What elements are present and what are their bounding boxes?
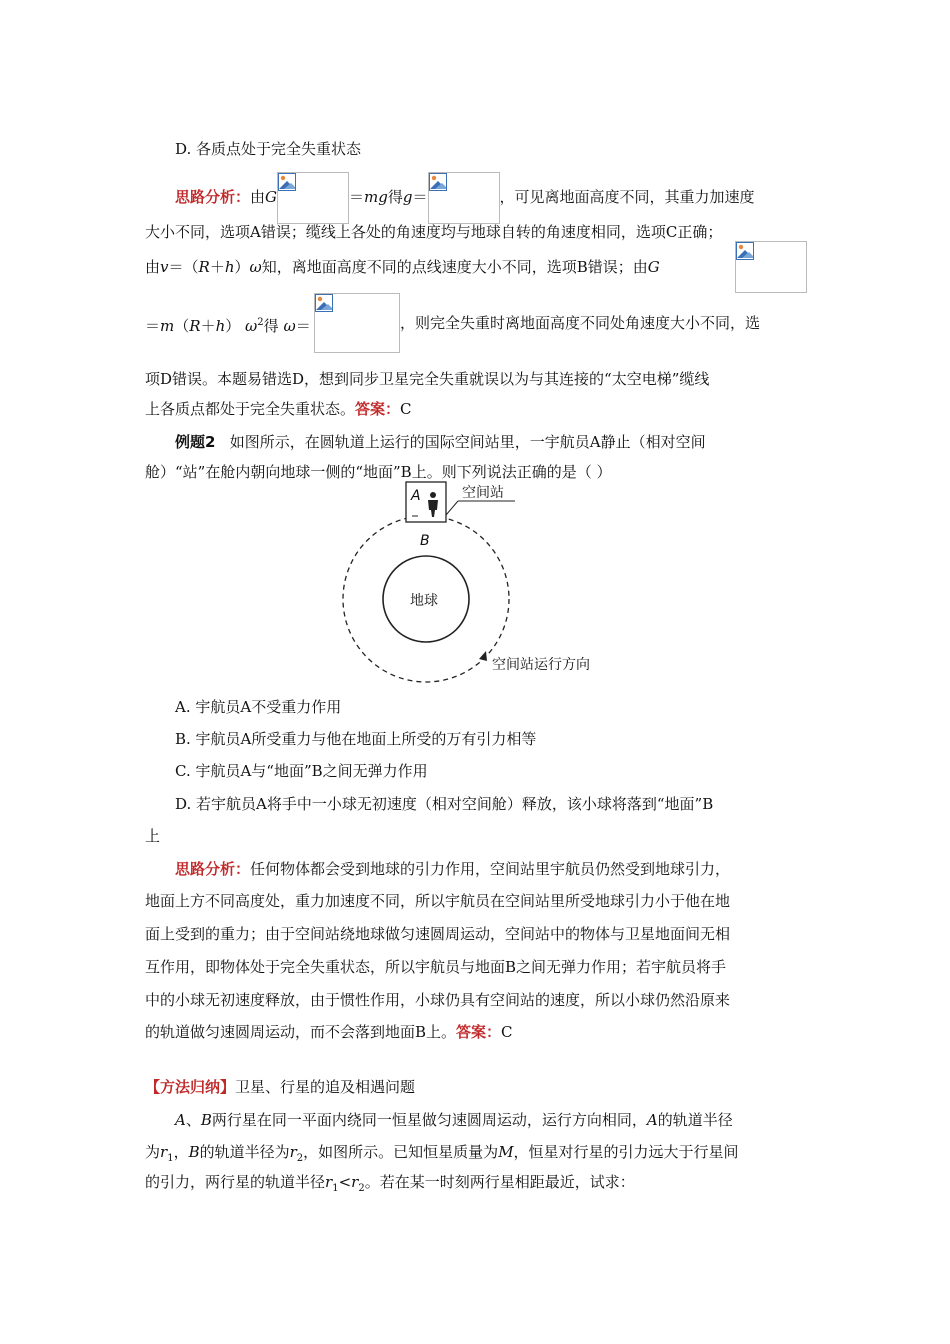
station-label: 空间站 bbox=[462, 485, 504, 501]
analysis1-line4-tail: ，则完全失重时离地面高度不同处角速度大小不同，选 bbox=[400, 314, 761, 332]
formula-image bbox=[314, 293, 400, 353]
analysis2-line1: 思路分析：任何物体都会受到地球的引力作用，空间站里宇航员仍然受到地球引力， bbox=[175, 860, 731, 878]
method-label: 【方法归纳】 bbox=[145, 1078, 236, 1096]
analysis1-line1: 思路分析：由G ＝mg得g＝ ，可见离地面高度不同，其重力加速度 bbox=[175, 172, 755, 224]
analysis2-line5: 中的小球无初速度释放，由于惯性作用，小球仍具有空间站的速度，所以小球仍然沿原来 bbox=[145, 991, 731, 1009]
answer-label: 答案： bbox=[355, 400, 401, 418]
analysis1-line5: 项D错误。本题易错选D，想到同步卫星完全失重就误以为与其连接的“太空电梯”缆线 bbox=[145, 370, 710, 388]
image-placeholder-icon bbox=[278, 173, 296, 191]
option-b: B. 宇航员A所受重力与他在地面上所受的万有引力相等 bbox=[175, 730, 537, 748]
analysis-label: 思路分析： bbox=[175, 860, 251, 878]
method-line2: 为$r_1$，B的轨道半径为$r_2$，如图所示。已知恒星质量为M，恒星对行星的引力远大于行星间 bbox=[145, 1143, 739, 1164]
analysis2-line2: 地面上方不同高度处，重力加速度不同，所以宇航员在空间站里所受地球引力小于他在地 bbox=[145, 892, 731, 910]
image-placeholder-icon bbox=[736, 242, 754, 260]
analysis2-line6: 的轨道做匀速圆周运动，而不会落到地面B上。答案：C bbox=[145, 1023, 513, 1041]
example-label: 例题2 bbox=[175, 433, 216, 451]
example2-line1: 例题2 如图所示，在圆轨道上运行的国际空间站里，一宇航员A静止（相对空间 bbox=[175, 433, 706, 451]
analysis1-line4: ＝m（R＋h） $\omega^2$得 ω＝ bbox=[145, 317, 311, 335]
analysis2-line3: 面上受到的重力；由于空间站绕地球做匀速圆周运动，空间站中的物体与卫星地面间无相 bbox=[145, 925, 731, 943]
answer-value: C bbox=[501, 1023, 513, 1041]
analysis2-line4: 互作用，即物体处于完全失重状态，所以宇航员与地面B之间无弹力作用；若宇航员将手 bbox=[145, 958, 727, 976]
analysis1-line3: 由v＝（R＋h）ω知，离地面高度不同的点线速度大小不同，选项B错误；由G bbox=[145, 258, 660, 276]
formula-image bbox=[735, 241, 807, 293]
method-line1: A、B两行星在同一平面内绕同一恒星做匀速圆周运动，运行方向相同，A的轨道半径 bbox=[175, 1111, 733, 1129]
option-d-cont: 上 bbox=[145, 827, 161, 845]
image-placeholder-icon bbox=[429, 173, 447, 191]
method-title: 卫星、行星的追及相遇问题 bbox=[235, 1078, 416, 1096]
formula-image bbox=[277, 172, 349, 224]
formula-image bbox=[428, 172, 500, 224]
analysis1-line6: 上各质点都处于完全失重状态。答案：C bbox=[145, 400, 412, 418]
image-placeholder-icon bbox=[315, 294, 333, 312]
direction-label: 空间站运行方向 bbox=[492, 657, 590, 673]
option-d: D. 若宇航员A将手中一小球无初速度（相对空间舱）释放，该小球将落到“地面”B bbox=[175, 795, 714, 813]
astronaut-a-label: A bbox=[411, 488, 421, 504]
space-station-diagram bbox=[340, 477, 640, 687]
method-line3: 的引力，两行星的轨道半径$r_1<r_2$。若在某一时刻两行星相距最近，试求： bbox=[145, 1173, 635, 1194]
floor-b-label: B bbox=[420, 533, 430, 549]
analysis1-line2: 大小不同，选项A错误；缆线上各处的角速度均与地球自转的角速度相同，选项C正确； bbox=[145, 223, 723, 241]
option-c: C. 宇航员A与“地面”B之间无弹力作用 bbox=[175, 762, 428, 780]
option-d-prev: D. 各质点处于完全失重状态 bbox=[175, 140, 362, 158]
analysis-label: 思路分析： bbox=[175, 188, 251, 206]
method-heading bbox=[145, 1077, 415, 1097]
answer-label: 答案： bbox=[456, 1023, 502, 1041]
answer-value: C bbox=[400, 400, 412, 418]
station-leader-line bbox=[446, 501, 458, 515]
direction-arrow-icon bbox=[479, 651, 487, 661]
option-a: A. 宇航员A不受重力作用 bbox=[175, 698, 342, 716]
earth-label: 地球 bbox=[410, 593, 438, 609]
example2-line2: 舱）“站”在舱内朝向地球一侧的“地面”B上。则下列说法正确的是（ ） bbox=[145, 463, 612, 481]
